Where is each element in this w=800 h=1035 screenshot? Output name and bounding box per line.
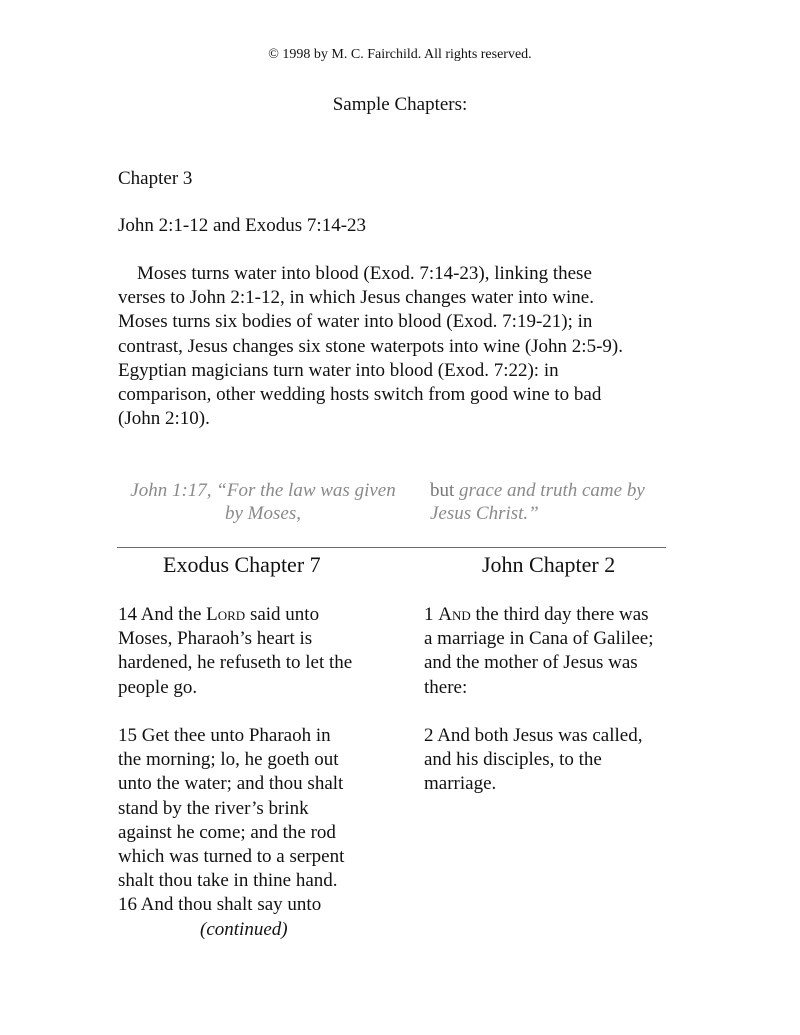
small-caps-word: Lord [206, 604, 246, 625]
quote-text-plain: but [430, 480, 460, 501]
verse-text: 14 And the [118, 604, 207, 625]
intro-line: Egyptian magicians turn water into blood (Exod. 7:22): in [118, 359, 559, 381]
copyright-notice: © 1998 by M. C. Fairchild. All rights reserved. [268, 47, 532, 62]
verse-14 [118, 603, 403, 700]
verse-text: and his disciples, to the [424, 749, 602, 771]
verse-text: a marriage in Cana of Galilee; [424, 628, 654, 650]
verse-text: stand by the river’s brink [118, 797, 309, 819]
verse-text: against he come; and the rod [118, 821, 336, 843]
verse-text: hardened, he refuseth to let the [118, 652, 353, 674]
quote-text: Jesus Christ.” [430, 503, 539, 524]
epigraph-quote-right [430, 479, 690, 525]
verse-text: said unto [245, 604, 320, 625]
epigraph-quote-left [113, 479, 413, 525]
verse-text: the third day there was [470, 604, 649, 625]
verse-text: people go. [118, 676, 198, 698]
verse-text: the morning; lo, he goeth out [118, 749, 339, 771]
intro-line: contrast, Jesus changes six stone waterpots into wine (John 2:5-9). [118, 335, 623, 357]
quote-text: by Moses, [225, 503, 301, 524]
intro-line: (John 2:10). [118, 408, 210, 430]
verse-text: Moses, Pharaoh’s heart is [118, 628, 313, 650]
quote-text: grace and truth came by [459, 480, 645, 501]
scripture-references: John 2:1-12 and Exodus 7:14-23 [118, 215, 367, 236]
verse-text: and the mother of Jesus was [424, 652, 638, 674]
verse-2 [424, 724, 684, 797]
intro-line: comparison, other wedding hosts switch from good wine to bad [118, 384, 602, 406]
intro-line: Moses turns six bodies of water into blood (Exod. 7:19-21); in [118, 311, 593, 333]
column-heading-exodus: Exodus Chapter 7 [163, 552, 321, 577]
verse-text: 2 And both Jesus was called, [424, 725, 643, 746]
intro-line: verses to John 2:1-12, in which Jesus changes water into wine. [118, 287, 594, 309]
verse-text: 15 Get thee unto Pharaoh in [118, 725, 331, 746]
chapter-intro-paragraph [118, 262, 678, 431]
horizontal-rule [117, 547, 666, 548]
exodus-column [118, 603, 403, 942]
verse-15-16 [118, 724, 403, 918]
verse-1 [424, 603, 684, 700]
verse-text: which was turned to a serpent [118, 846, 345, 868]
john-column [424, 603, 684, 797]
verse-text: marriage. [424, 773, 497, 795]
column-heading-john: John Chapter 2 [482, 552, 616, 577]
verse-text: shalt thou take in thine hand. [118, 870, 338, 892]
chapter-label: Chapter 3 [118, 168, 193, 189]
verse-text: 16 And thou shalt say unto [118, 894, 322, 916]
quote-text: John 1:17, “For the law was given [130, 480, 396, 501]
continued-note: (continued) [200, 918, 288, 940]
verse-text: there: [424, 676, 468, 698]
verse-text: unto the water; and thou shalt [118, 773, 344, 795]
small-caps-word: And [438, 604, 471, 625]
intro-line: Moses turns water into blood (Exod. 7:14-23), linking these [137, 263, 592, 284]
verse-text: 1 [424, 604, 439, 625]
page-title: Sample Chapters: [332, 94, 468, 115]
